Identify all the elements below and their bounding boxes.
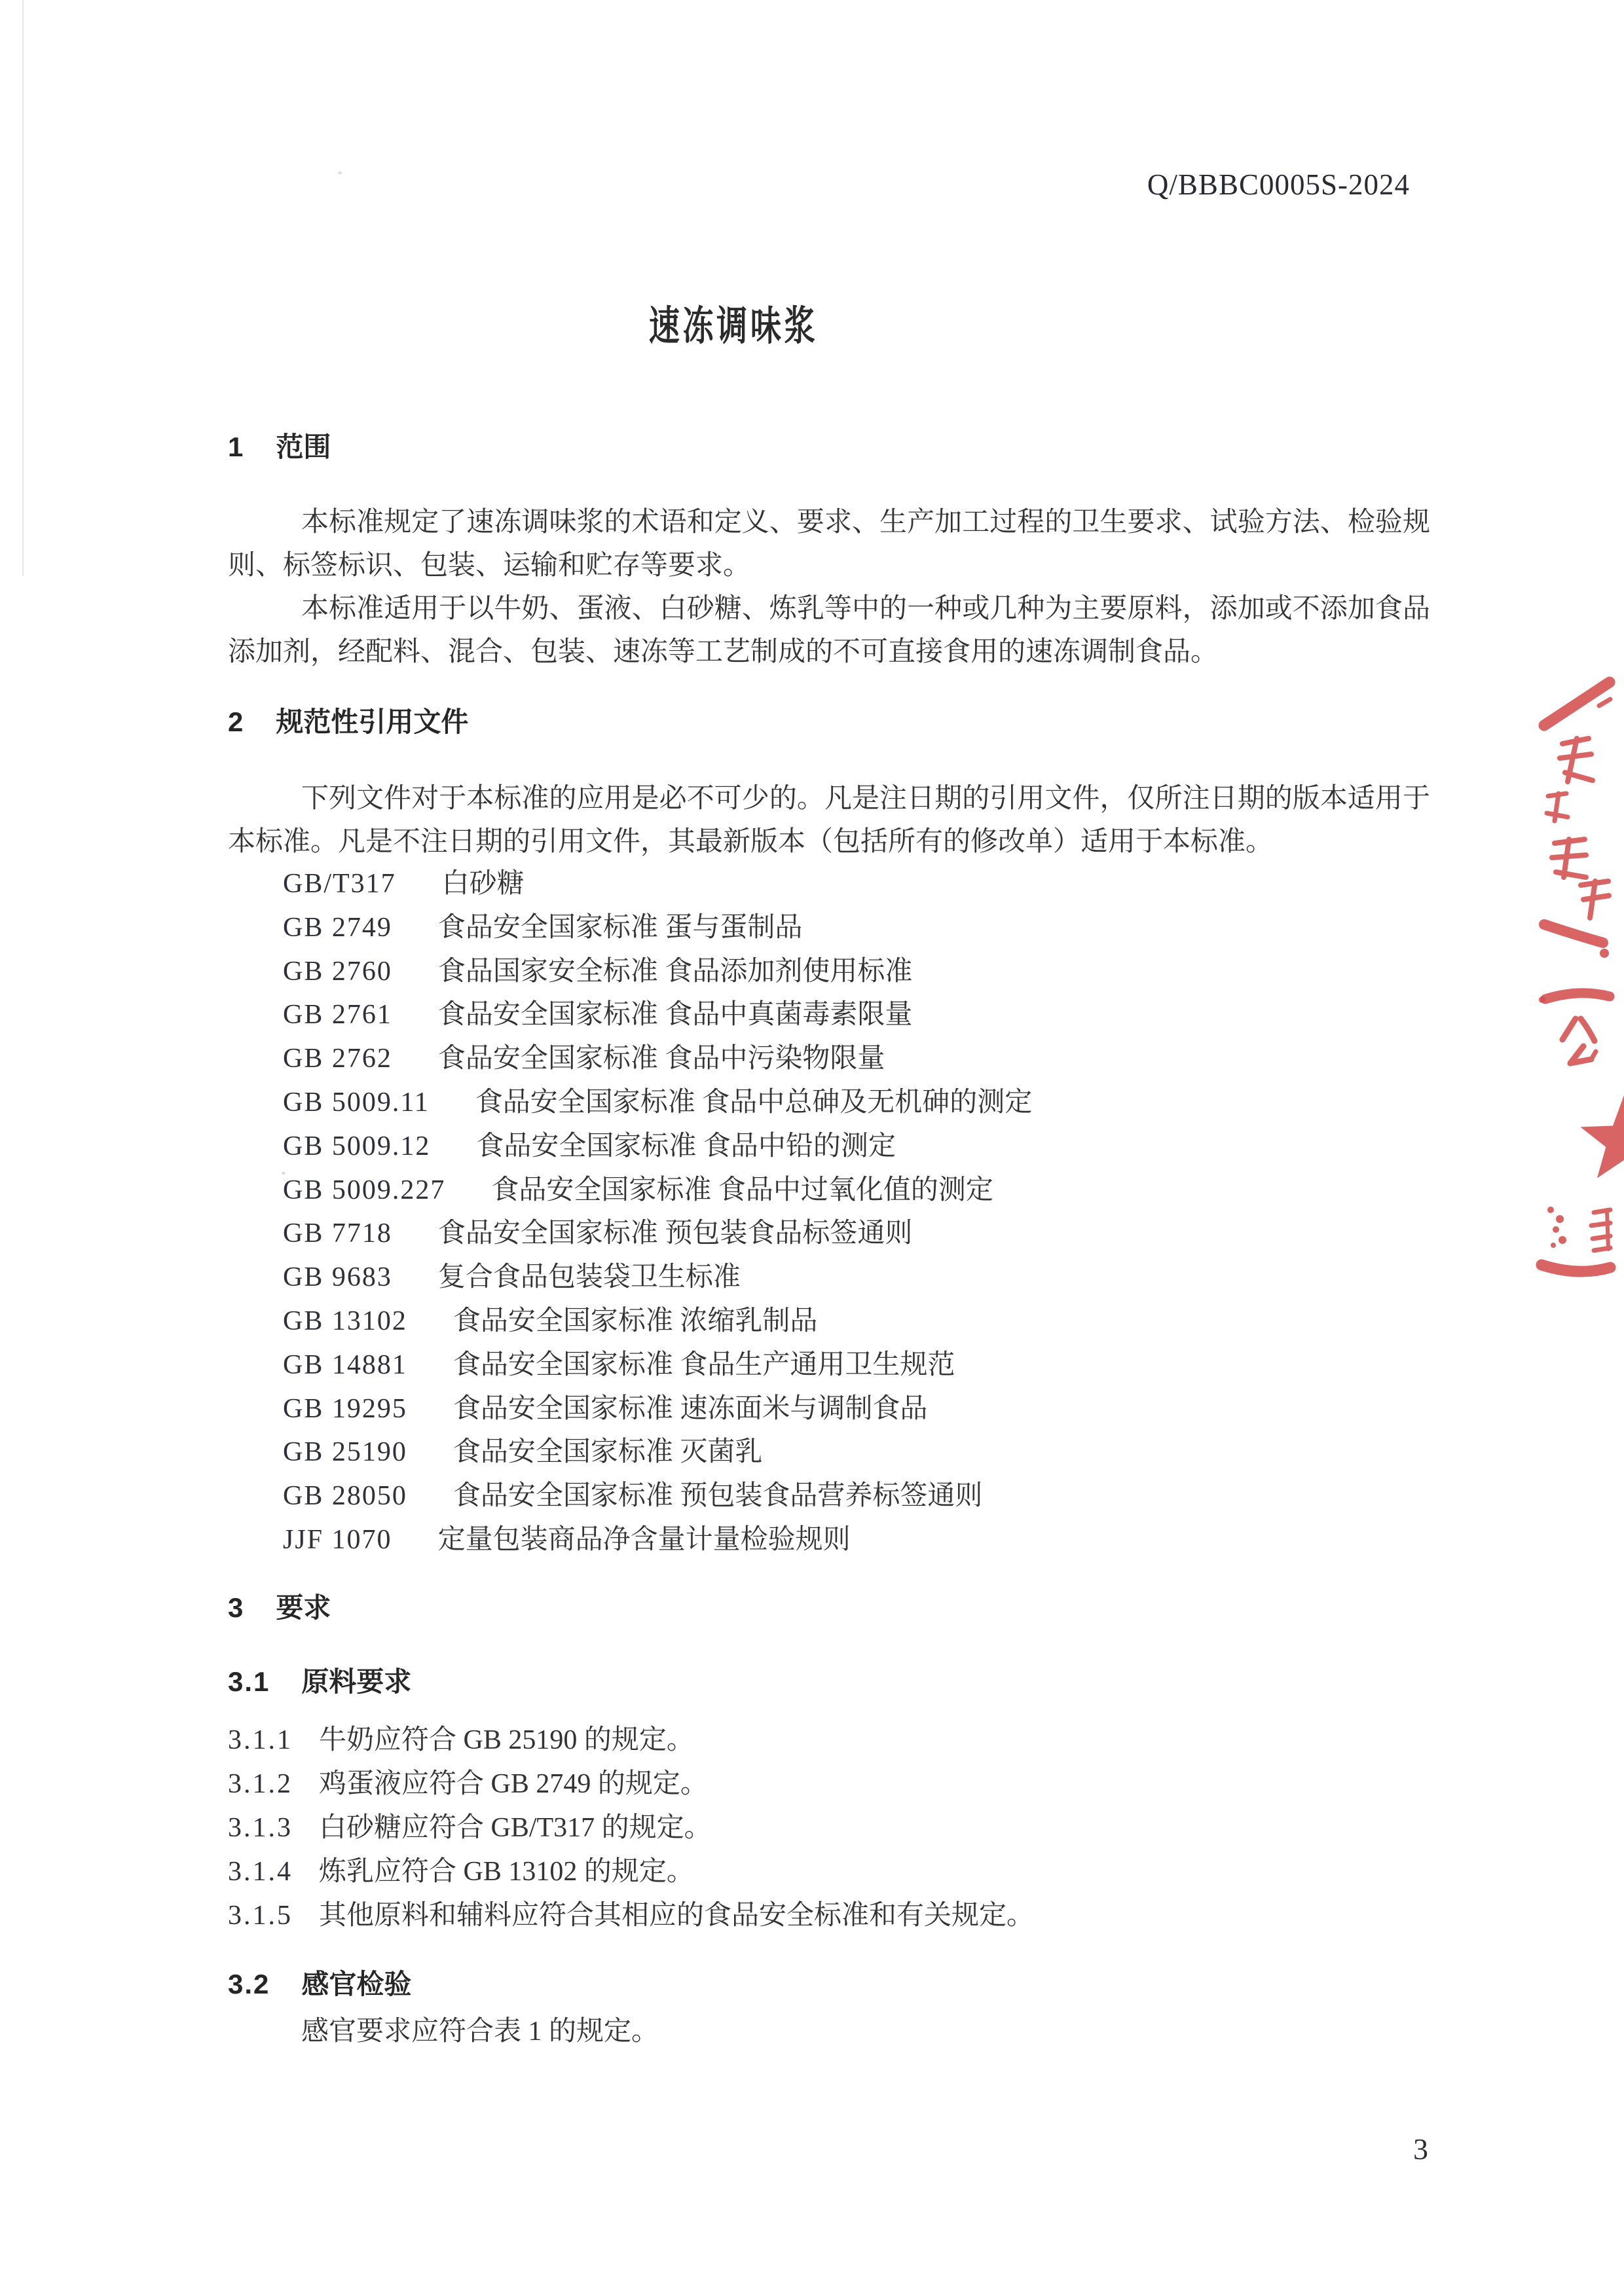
clause-text: 其他原料和辅料应符合其相应的食品安全标准和有关规定。 (319, 1901, 1035, 1931)
section-3-heading (228, 1586, 331, 1626)
reference-title: 食品安全国家标准 预包装食品标签通则 (437, 1218, 913, 1249)
section-3-1-title: 原料要求 (301, 1666, 412, 1697)
reference-item (283, 1256, 1435, 1300)
section-1-paragraph-2: 本标准适用于以牛奶、蛋液、白砂糖、炼乳等中的一种或几种为主要原料，添加或不添加食品添加剂，经配料、混合、包装、速冻等工艺制成的不可直接食用的速冻调制食品。 (228, 594, 1430, 667)
section-3-2-title: 感官检验 (301, 1969, 412, 1999)
reference-code: GB 2761 (283, 1000, 392, 1030)
reference-item (283, 1518, 1435, 1562)
section-2-title: 规范性引用文件 (276, 706, 469, 737)
clause (228, 1850, 1446, 1894)
reference-item (283, 1474, 1435, 1518)
section-1-title: 范围 (276, 431, 331, 462)
clause-text: 牛奶应符合 GB 25190 的规定。 (319, 1725, 694, 1755)
normative-reference-list (283, 862, 1435, 1562)
clause-text: 鸡蛋液应符合 GB 2749 的规定。 (319, 1769, 708, 1799)
reference-title: 食品安全国家标准 食品中铅的测定 (476, 1131, 896, 1161)
section-1-number: 1 (228, 431, 245, 462)
reference-title: 食品安全国家标准 食品中过氧化值的测定 (491, 1175, 993, 1205)
official-seal-stamp (1526, 661, 1624, 1283)
reference-item (283, 1343, 1435, 1387)
clause-number: 3.1.3 (228, 1813, 293, 1843)
reference-item (283, 906, 1435, 950)
section-3-2-heading (228, 1963, 411, 2002)
reference-title: 食品安全国家标准 食品生产通用卫生规范 (452, 1349, 955, 1380)
reference-code: GB 19295 (283, 1393, 407, 1424)
page-number: 3 (1413, 2132, 1428, 2166)
clause-number: 3.1.2 (228, 1769, 293, 1799)
clause-list (228, 1719, 1446, 1938)
clause-text: 炼乳应符合 GB 13102 的规定。 (319, 1857, 694, 1887)
clause (228, 1762, 1446, 1806)
page-title: 速冻调味浆 (648, 304, 819, 349)
reference-title: 白砂糖 (441, 869, 525, 899)
clause (228, 1806, 1446, 1850)
scan-speck (338, 172, 342, 174)
reference-code: GB 25190 (283, 1437, 407, 1468)
reference-item (283, 1125, 1435, 1169)
reference-code: GB 28050 (283, 1481, 407, 1512)
reference-title: 食品安全国家标准 食品中污染物限量 (437, 1044, 885, 1074)
reference-item (283, 950, 1435, 994)
reference-title: 食品安全国家标准 速冻面米与调制食品 (452, 1393, 928, 1424)
reference-code: GB 7718 (283, 1218, 392, 1249)
section-1-paragraph-1: 本标准规定了速冻调味浆的术语和定义、要求、生产加工过程的卫生要求、试验方法、检验规则、标签标识、包装、运输和贮存等要求。 (228, 507, 1430, 581)
section-3-number: 3 (228, 1592, 245, 1623)
section-1-heading (228, 426, 331, 465)
clause-number: 3.1.5 (228, 1901, 293, 1931)
reference-item (283, 1037, 1435, 1081)
reference-title: 食品安全国家标准 灭菌乳 (452, 1437, 763, 1468)
section-3-2-number: 3.2 (228, 1969, 270, 1999)
reference-item (283, 1430, 1435, 1474)
reference-title: 定量包装商品净含量计量检验规则 (437, 1524, 851, 1555)
reference-code: GB 5009.11 (283, 1087, 430, 1118)
reference-code: GB 2762 (283, 1044, 392, 1074)
reference-item (283, 1081, 1435, 1125)
section-2-heading (228, 701, 468, 740)
section-3-2-paragraph: 感官要求应符合表 1 的规定。 (301, 2016, 659, 2047)
reference-title: 食品安全国家标准 浓缩乳制品 (452, 1305, 818, 1336)
reference-item (283, 1212, 1435, 1256)
reference-code: GB 13102 (283, 1305, 407, 1336)
reference-code: JJF 1070 (283, 1524, 392, 1555)
clause (228, 1719, 1446, 1762)
reference-title: 食品安全国家标准 食品中真菌毒素限量 (437, 1000, 913, 1030)
reference-item (283, 862, 1435, 906)
star-icon (1580, 1095, 1624, 1178)
reference-title: 食品安全国家标准 预包装食品营养标签通则 (452, 1481, 983, 1512)
reference-code: GB 2749 (283, 912, 392, 943)
clause-number: 3.1.4 (228, 1857, 293, 1887)
reference-item (283, 1300, 1435, 1343)
reference-item (283, 1387, 1435, 1431)
reference-code: GB 14881 (283, 1349, 407, 1380)
clause-number: 3.1.1 (228, 1725, 293, 1755)
reference-code: GB 5009.227 (283, 1175, 446, 1205)
doc-code: Q/BBBC0005S-2024 (1147, 168, 1410, 201)
section-3-1-number: 3.1 (228, 1666, 270, 1697)
reference-code: GB 5009.12 (283, 1131, 431, 1161)
reference-title: 食品安全国家标准 蛋与蛋制品 (437, 912, 803, 943)
reference-code: GB 9683 (283, 1262, 392, 1293)
reference-title: 复合食品包装袋卫生标准 (437, 1262, 741, 1293)
reference-title: 食品安全国家标准 食品中总砷及无机砷的测定 (475, 1087, 1033, 1118)
clause (228, 1894, 1446, 1938)
reference-code: GB/T317 (283, 869, 396, 899)
reference-item (283, 993, 1435, 1037)
title-wrap (0, 293, 1467, 352)
section-3-title: 要求 (276, 1592, 331, 1623)
reference-code: GB 2760 (283, 956, 392, 987)
scan-edge-artifact (22, 0, 24, 576)
reference-title: 食品国家安全标准 食品添加剂使用标准 (437, 956, 913, 987)
section-2-number: 2 (228, 706, 245, 737)
reference-item (283, 1169, 1435, 1212)
section-3-1-heading (228, 1660, 411, 1700)
clause-text: 白砂糖应符合 GB/T317 的规定。 (319, 1813, 712, 1843)
section-2-intro: 下列文件对于本标准的应用是必不可少的。凡是注日期的引用文件，仅所注日期的版本适用于本标准。凡是不注日期的引用文件，其最新版本（包括所有的修改单）适用于本标准。 (228, 784, 1430, 857)
